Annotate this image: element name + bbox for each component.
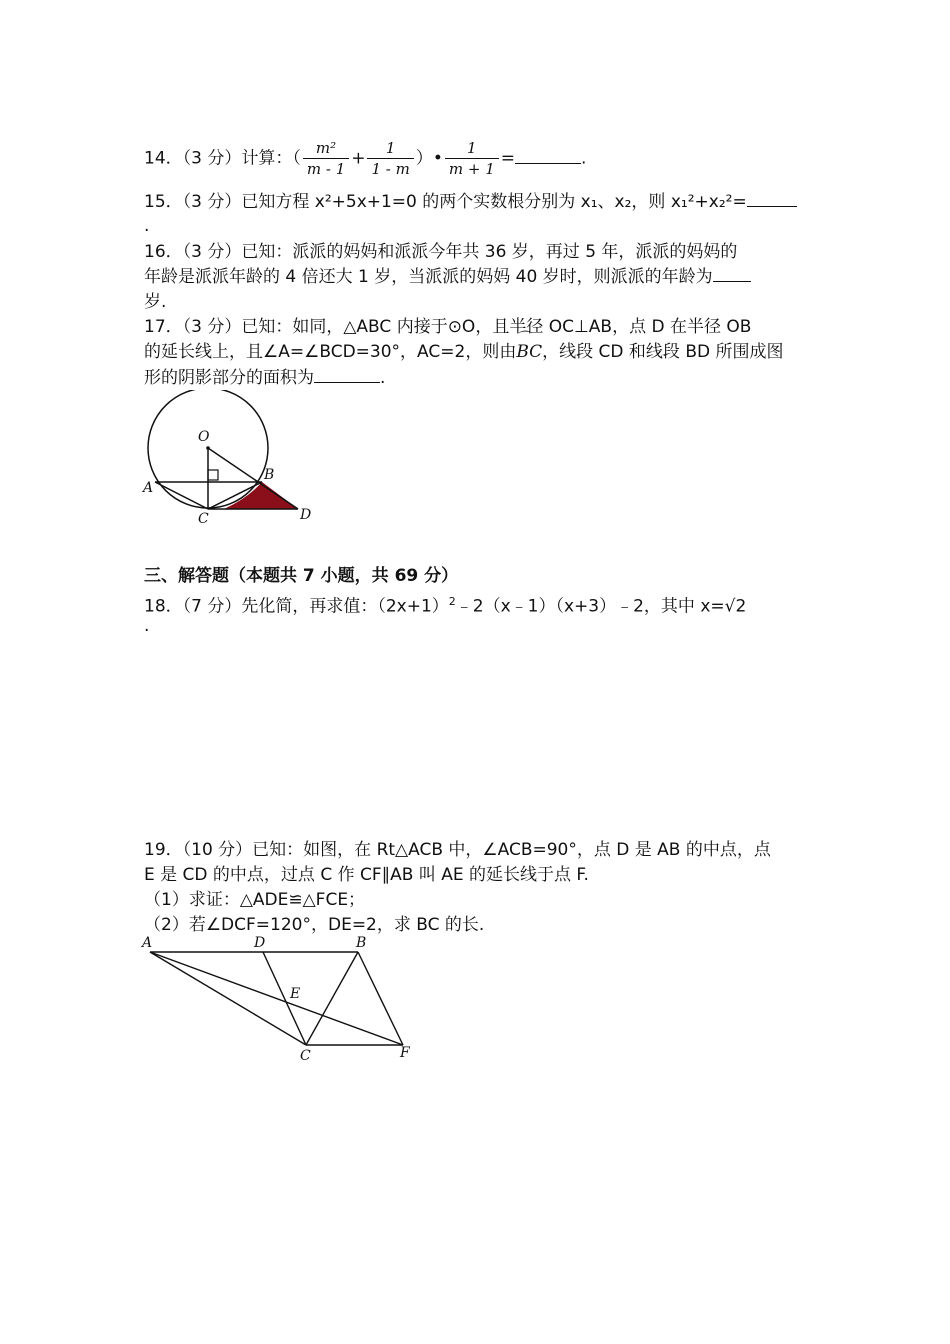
question-19-part1: （1）求证：△ADE≌△FCE； [144, 890, 366, 910]
question-14: 14．（3 分）计算：（ $\frac{\text{m²}}{m - 1}$ + $\frac{1}{1 - m}$ ）• $\frac{1}{m + 1}$ = . [144, 139, 587, 178]
q14-prefix: 14．（3 分）计算：（ [144, 148, 301, 169]
label-b: B [356, 935, 367, 951]
label-b: B [264, 467, 275, 483]
label-d: D [300, 507, 312, 523]
radical-value: √2 [724, 596, 747, 617]
label-a: A [142, 935, 153, 951]
label-o: O [198, 429, 210, 445]
answer-blank [314, 366, 380, 383]
fraction-3: $\frac{1}{m + 1}$ [445, 138, 499, 179]
arc-bc: ⌒ BC [516, 340, 542, 365]
question-17-line2: 的延长线上，且∠A=∠BCD=30°，AC=2，则由⌒ BC，线段 CD 和线段 BD 所围成图 [144, 340, 784, 365]
question-16-line3: 岁. [144, 292, 167, 312]
fraction-2: $\frac{1}{1 - m}$ [367, 138, 413, 179]
question-19-line1: 19．（10 分）已知：如图，在 Rt△ACB 中，∠ACB=90°，点 D 是 AB 的中点，点 [144, 840, 771, 860]
fraction-1: $\frac{\text{m²}}{m - 1}$ [303, 138, 349, 179]
label-d: D [254, 935, 266, 951]
segment-ac [155, 482, 208, 509]
label-f: F [400, 1045, 410, 1061]
question-18-line1: 18．（7 分）先化简，再求值：$(2x+1)^2﹣2(x﹣1)(x+3)﹣2$，其中 x=√2 [144, 595, 747, 617]
answer-blank [515, 147, 581, 164]
question-17-line3: 形的阴影部分的面积为 . [144, 368, 386, 388]
question-15-line2: . [144, 216, 150, 236]
question-19-line2: E 是 CD 的中点，过点 C 作 CF∥AB 叫 AE 的延长线于点 F. [144, 865, 589, 885]
right-angle-mark [208, 470, 218, 480]
question-16-line2: 年龄是派派年龄的 4 倍还大 1 岁，当派派的妈妈 40 岁时，则派派的年龄为 [144, 265, 751, 290]
answer-blank [713, 265, 751, 282]
question-15: 15．（3 分）已知方程 x²+5x+1=0 的两个实数根分别为 x₁、x₂，则 x₁²+x₂²= [144, 190, 797, 215]
question-18-line2: . [144, 616, 150, 636]
segment-bc [306, 952, 358, 1045]
label-c: C [300, 1048, 311, 1064]
circle-figure [138, 390, 338, 530]
section-3-title: 三、解答题（本题共 7 小题，共 69 分） [144, 566, 459, 586]
label-c: C [198, 511, 209, 527]
center-point [206, 446, 210, 450]
label-e: E [290, 986, 301, 1002]
question-19-part2: （2）若∠DCF=120°，DE=2，求 BC 的长. [144, 915, 485, 935]
answer-blank [747, 190, 797, 207]
question-17-line1: 17．（3 分）已知：如同，△ABC 内接于⊙O，且半径 OC⊥AB，点 D 在半径 OB [144, 317, 752, 337]
triangle-figure [138, 932, 428, 1064]
label-a: A [143, 480, 154, 496]
question-16-line1: 16．（3 分）已知：派派的妈妈和派派今年共 36 岁，再过 5 年，派派的妈妈的 [144, 242, 738, 262]
segment-ac [150, 952, 306, 1045]
